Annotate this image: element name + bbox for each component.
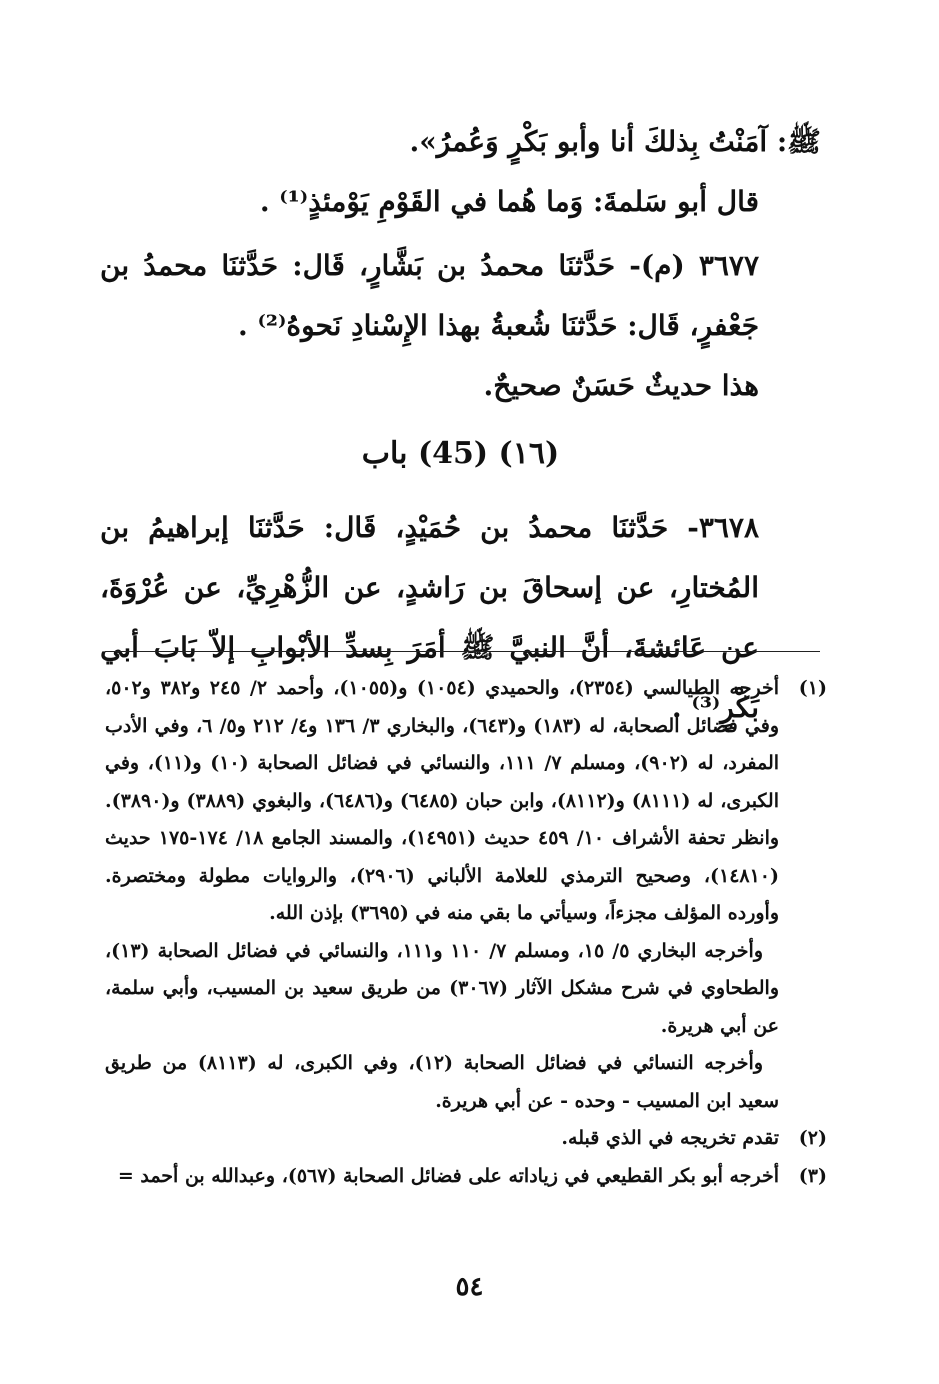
hadith-3677: ٣٦٧٧ (م)- حَدَّثنَا محمدُ بن بَشَّارٍ، قَال: حَدَّثنَا محمدُ بن جَعْفرٍ، قَال: حَدَّثنَا شُعبةُ بهذا الإِسْنادِ نَحوهُ⁽²⁾ . [100, 249, 759, 342]
footnote-separator [105, 651, 820, 652]
main-text [100, 112, 821, 738]
footnotes [105, 670, 827, 1195]
hadith-3678: ٣٦٧٨- حَدَّثنَا محمدُ بن حُمَيْدٍ، قَال: حَدَّثنَا إبراهيمُ بن المُختارِ، عن إسحاقَ بن رَاشدٍ، عن الزُّهْرِيِّ، عن عُرْوَةَ، عن عَائشةَ، أنَّ النبيَّ ﷺ أمَرَ بِسدِّ الأبْوابِ إلاّ بَابَ أبي بَكْرٍ⁽³⁾ . [100, 511, 759, 724]
chapter-heading: (١٦) (45) باب [361, 436, 560, 471]
footnote-text: تقدم تخريجه في الذي قبله. [561, 1127, 779, 1149]
footnote-1-paragraph-3: وأخرجه النسائي في فضائل الصحابة (١٢)، وفي الكبرى، له (٨١١٣) من طريق سعيد ابن المسيب - وحده - عن أبي هريرة. [105, 1052, 779, 1112]
footnote-text: أخرجه الطيالسي (٢٣٥٤)، والحميدي (١٠٥٤) و(١٠٥٥)، وأحمد ٢/ ٢٤٥ و٣٨٢ و٥٠٢، وفي فضائل الصحابة، له (١٨٣) و(٦٤٣)، والبخاري ٣/ ١٣٦ و٤/ ٢١٢ و٥/ ٦، وفي الأدب المفرد، له (٩٠٢)، ومسلم ٧/ ١١١، والنسائي في فضائل الصحابة (١٠) و(١١)، وفي الكبرى، له (٨١١١) و(٨١١٢)، وابن حبان (٦٤٨٥) و(٦٤٨٦)، والبغوي (٣٨٨٩) و(٣٨٩٠). وانظر تحفة الأشراف ١٠/ ٤٥٩ حديث (١٤٩٥١)، والمسند الجامع ١٨/ ١٧٤-١٧٥ حديث (١٤٨١٠)، وصحيح الترمذي للعلامة الألباني (٢٩٠٦)، والروايات مطولة ومختصرة. وأورده المؤلف مجزءاً، وسيأتي ما بقي منه في (٣٦٩٥) بإذن الله. [105, 677, 780, 924]
footnote-number: (٢) [798, 1127, 827, 1149]
page-number: ٥٤ [455, 1272, 484, 1302]
footnote-number: (٣) [798, 1164, 827, 1187]
text-line-1: ﷺ: آمَنْتُ بِذلكَ أنا وأبو بَكْرٍ وَعُمرُ». [409, 125, 821, 158]
footnote-3 [105, 1158, 827, 1196]
text-line-2: قال أبو سَلمةَ: وَما هُما في القَوْمِ يَوْمئذٍ⁽¹⁾ . [259, 185, 759, 218]
footnote-text: أخرجه أبو بكر القطيعي في زياداته على فضائل الصحابة (٥٦٧)، وعبدالله بن أحمد = [117, 1164, 779, 1187]
footnote-1-paragraph-2: وأخرجه البخاري ٥/ ١٥، ومسلم ٧/ ١١٠ و١١١، والنسائي في فضائل الصحابة (١٣)، والطحاوي في شرح مشكل الآثار (٣٠٦٧) من طريق سعيد بن المسيب، وأبي سلمة، عن أبي هريرة. [105, 939, 779, 1037]
footnote-2 [105, 1120, 827, 1158]
hadith-grading: هذا حديثٌ حَسَنٌ صحيحٌ. [483, 369, 759, 402]
footnote-number: (١) [798, 677, 827, 699]
footnote-1 [105, 670, 827, 933]
